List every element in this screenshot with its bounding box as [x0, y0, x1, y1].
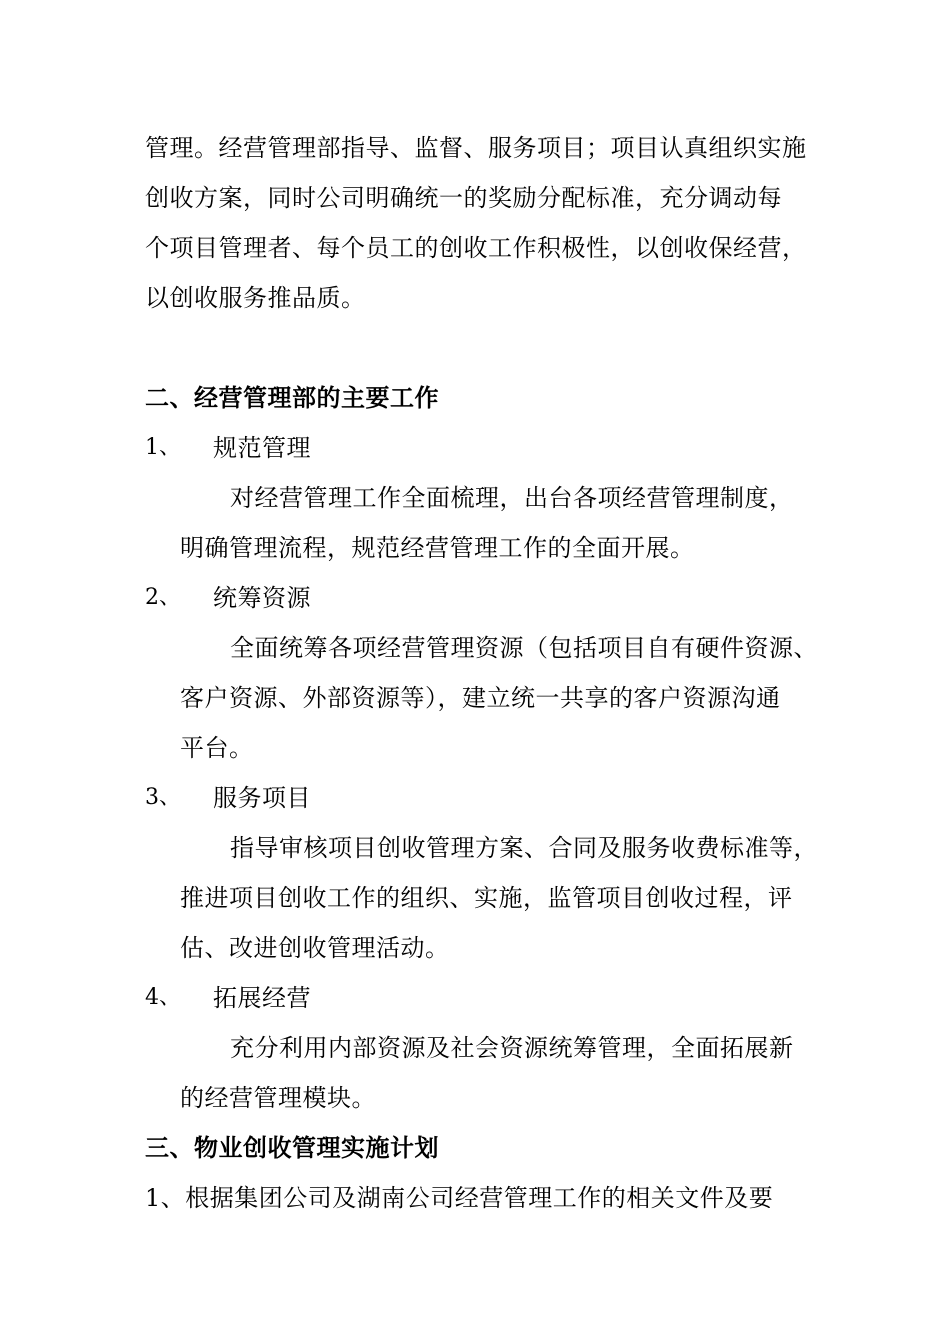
item-3-body-line-1: 指导审核项目创收管理方案、合同及服务收费标准等， [230, 834, 818, 862]
intro-line-1: 管理。经营管理部指导、监督、服务项目；项目认真组织实施 [145, 134, 807, 162]
intro-line-2: 创收方案，同时公司明确统一的奖励分配标准，充分调动每 [145, 184, 782, 212]
section-3-line-1: 1、根据集团公司及湖南公司经营管理工作的相关文件及要 [145, 1184, 774, 1212]
intro-line-3: 个项目管理者、每个员工的创收工作积极性，以创收保经营， [145, 234, 807, 262]
item-4-title: 拓展经营 [213, 984, 311, 1012]
item-4-number: 4、 [145, 985, 181, 1010]
item-3-body-line-3: 估、改进创收管理活动。 [180, 934, 450, 962]
item-1-number: 1、 [145, 435, 181, 460]
item-3-title: 服务项目 [213, 784, 311, 812]
item-4-body-line-2: 的经营管理模块。 [180, 1084, 376, 1112]
item-2-body-line-3: 平台。 [180, 734, 254, 762]
item-2-number: 2、 [145, 585, 181, 610]
item-1-title: 规范管理 [213, 434, 311, 462]
item-2-body-line-1: 全面统筹各项经营管理资源（包括项目自有硬件资源、 [230, 634, 818, 662]
item-2-title: 统筹资源 [213, 584, 311, 612]
item-2-body-line-2: 客户资源、外部资源等），建立统一共享的客户资源沟通 [180, 684, 781, 712]
item-4-body-line-1: 充分利用内部资源及社会资源统筹管理，全面拓展新 [230, 1034, 794, 1062]
section-3-heading: 三、物业创收管理实施计划 [145, 1133, 439, 1162]
item-1-body-line-2: 明确管理流程，规范经营管理工作的全面开展。 [180, 534, 695, 562]
intro-line-4: 以创收服务推品质。 [145, 284, 366, 312]
item-1-body-line-1: 对经营管理工作全面梳理，出台各项经营管理制度， [230, 484, 794, 512]
section-2-heading: 二、经营管理部的主要工作 [145, 383, 439, 412]
item-3-body-line-2: 推进项目创收工作的组织、实施，监管项目创收过程，评 [180, 884, 793, 912]
item-3-number: 3、 [145, 785, 181, 810]
